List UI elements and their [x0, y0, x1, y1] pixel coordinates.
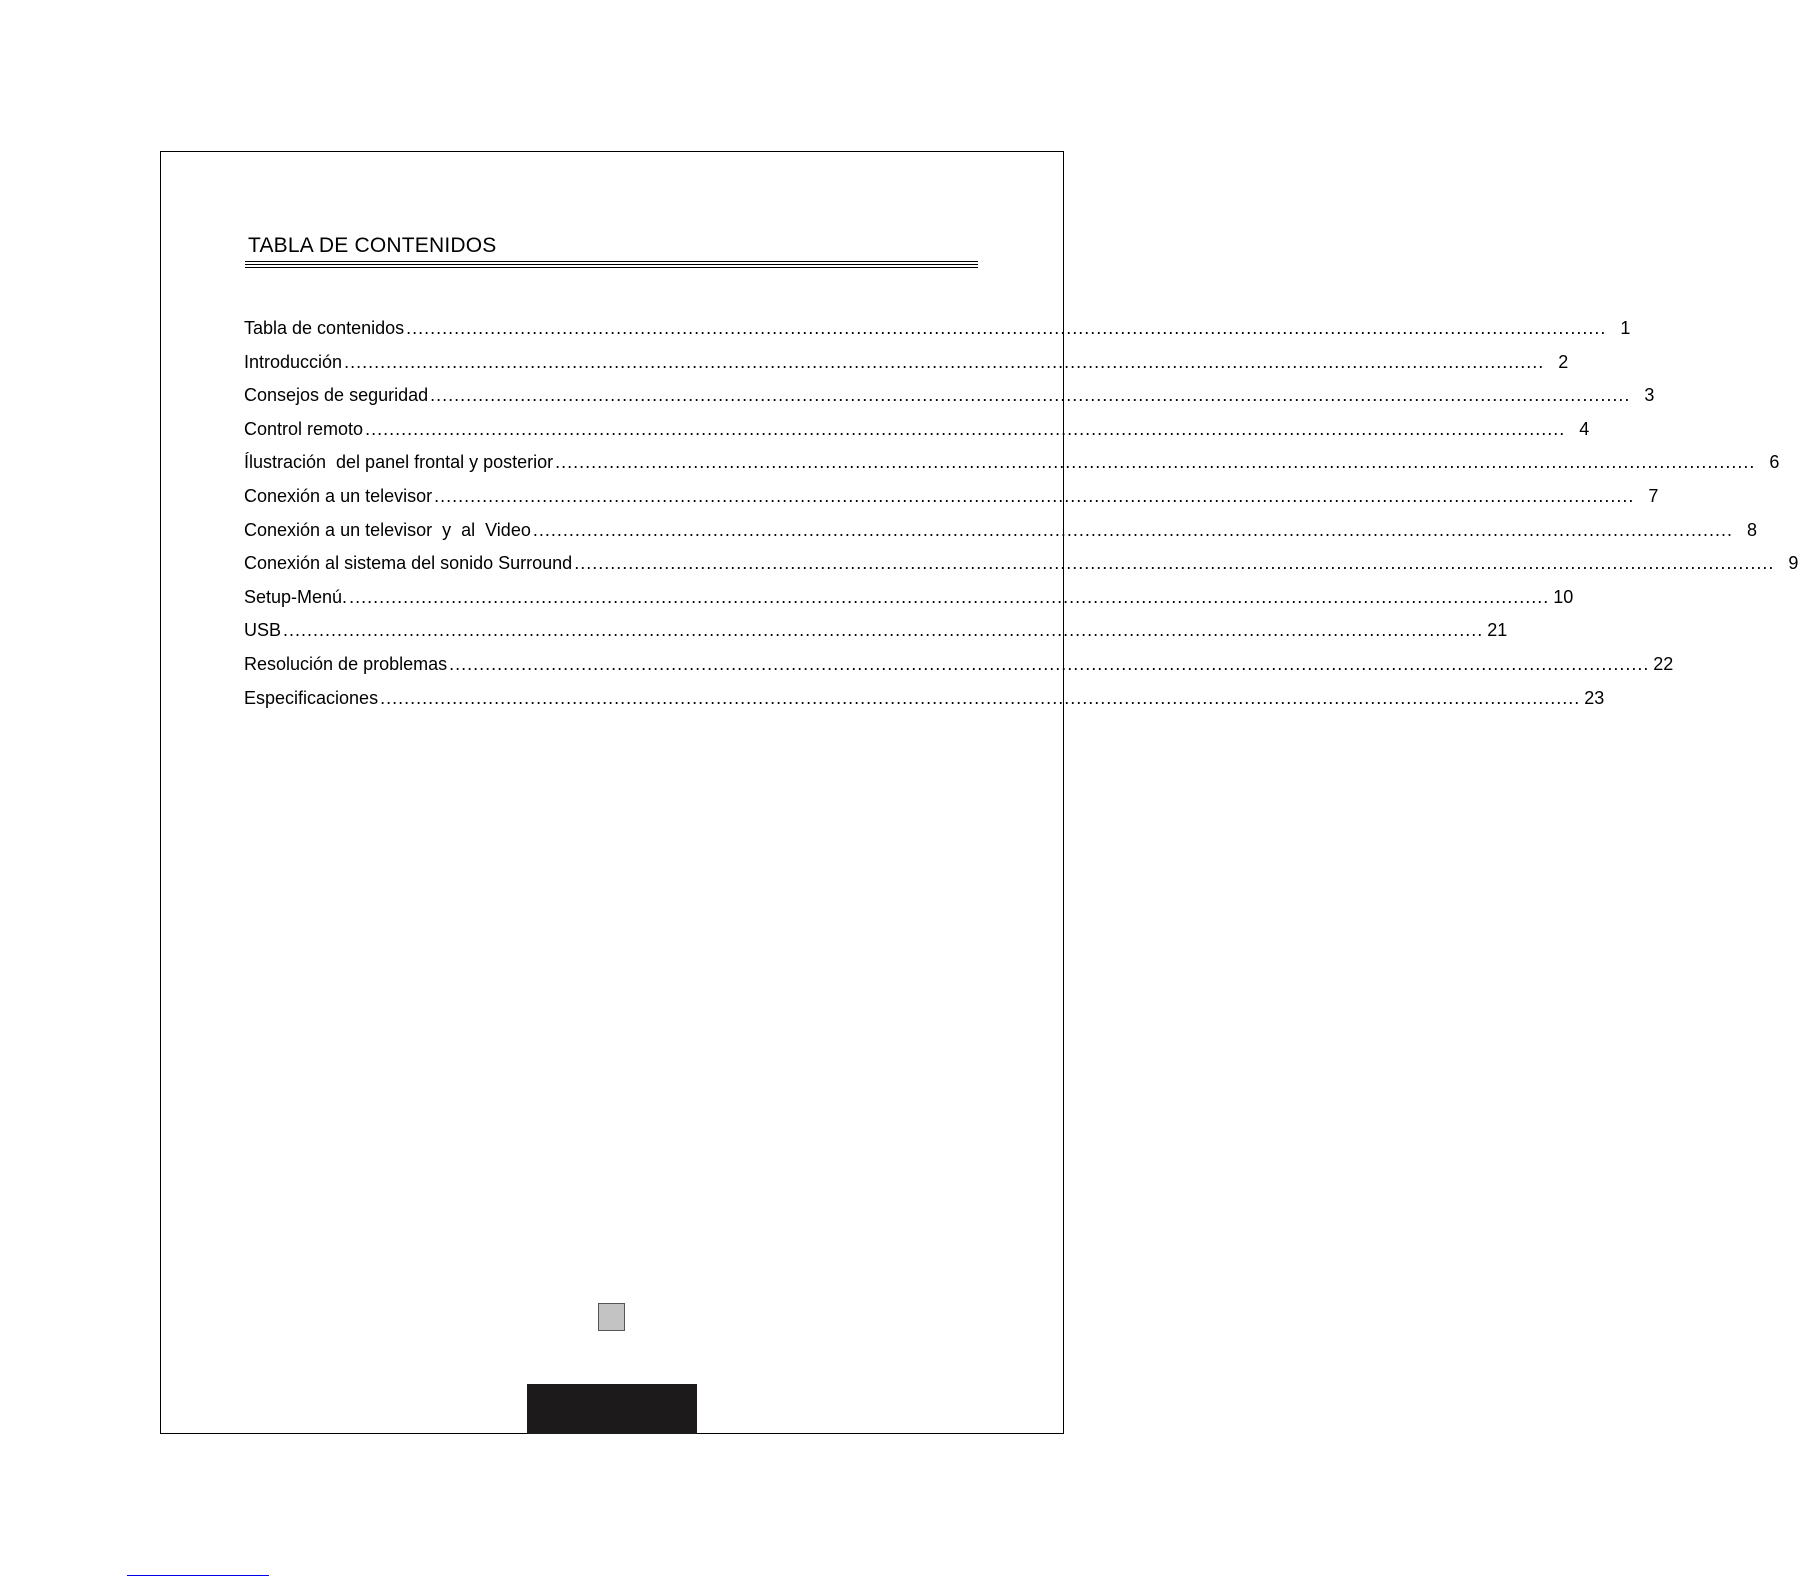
- toc-dot-leader: ........................................................................................................................................................................................................: [283, 620, 1484, 641]
- toc-entry-setup-menu[interactable]: [244, 585, 1574, 619]
- toc-dot-leader: ........................................................................................................................................................................................................: [349, 586, 1550, 607]
- toc-entry-page: 2: [1558, 351, 1569, 372]
- toc-entry-label: Setup-Menú.: [244, 586, 348, 607]
- toc-entry-page: 21: [1487, 620, 1508, 641]
- toc-entry-label: Resolución de problemas: [244, 653, 448, 674]
- toc-dot-leader: ........................................................................................................................................................................................................: [344, 351, 1545, 372]
- toc-dot-leader: ........................................................................................................................................................................................................: [555, 452, 1756, 473]
- toc-entry-label: Consejos de seguridad: [244, 385, 429, 406]
- toc-entry-page: 23: [1584, 687, 1605, 708]
- toc-entry-ilustracion-panel[interactable]: [244, 450, 1780, 484]
- toc-entry-label: Ílustración del panel frontal y posterior: [244, 452, 554, 473]
- page-number-box: [598, 1303, 625, 1331]
- toc-entry-page: 22: [1653, 653, 1674, 674]
- toc-entry-page: 6: [1769, 452, 1780, 473]
- page-title: TABLA DE CONTENIDOS: [248, 234, 497, 257]
- toc-entry-page: 4: [1579, 418, 1590, 439]
- toc-entry-label: Tabla de contenidos: [244, 318, 405, 338]
- toc-entry-label: Conexión al sistema del sonido Surround: [244, 553, 573, 574]
- toc-entry-label: Control remoto: [244, 418, 364, 439]
- toc-entry-usb[interactable]: [244, 618, 1508, 652]
- toc-entry-page: 7: [1648, 485, 1659, 506]
- table-of-contents: [244, 316, 1798, 719]
- toc-entry-label: Especificaciones: [244, 687, 379, 708]
- toc-entry-label: Conexión a un televisor: [244, 485, 433, 506]
- toc-entry-especificaciones[interactable]: [244, 686, 1605, 720]
- toc-entry-label: USB: [244, 620, 282, 641]
- toc-entry-conexion-televisor-video[interactable]: [244, 518, 1758, 552]
- toc-dot-leader: ........................................................................................................................................................................................................: [449, 653, 1650, 674]
- toc-entry-page: 3: [1644, 385, 1655, 406]
- toc-entry-control-remoto[interactable]: [244, 417, 1590, 451]
- toc-entry-introduccion[interactable]: [244, 350, 1569, 384]
- toc-entry-page: 9: [1788, 553, 1798, 574]
- toc-entry-label: Introducción: [244, 351, 343, 372]
- toc-dot-leader: ........................................................................................................................................................................................................: [380, 687, 1581, 708]
- footer-link-underline: [127, 1575, 269, 1576]
- toc-entry-label: Conexión a un televisor y al Video: [244, 519, 531, 540]
- toc-dot-leader: ........................................................................................................................................................................................................: [434, 485, 1635, 506]
- toc-dot-leader: ........................................................................................................................................................................................................: [406, 318, 1607, 338]
- toc-dot-leader: ........................................................................................................................................................................................................: [365, 418, 1566, 439]
- toc-entry-page: 10: [1553, 586, 1574, 607]
- bottom-tab: [527, 1384, 697, 1434]
- toc-entry-consejos-de-seguridad[interactable]: [244, 383, 1655, 417]
- toc-dot-leader: ........................................................................................................................................................................................................: [430, 385, 1631, 406]
- toc-entry-tabla-de-contenidos[interactable]: [244, 316, 1631, 350]
- toc-entry-conexion-televisor[interactable]: [244, 484, 1659, 518]
- toc-dot-leader: ........................................................................................................................................................................................................: [574, 553, 1775, 574]
- toc-entry-page: 8: [1747, 519, 1758, 540]
- toc-entry-resolucion-problemas[interactable]: [244, 652, 1674, 686]
- toc-entry-conexion-surround[interactable]: [244, 551, 1798, 585]
- toc-entry-page: 1: [1620, 318, 1631, 338]
- toc-dot-leader: ........................................................................................................................................................................................................: [532, 519, 1734, 540]
